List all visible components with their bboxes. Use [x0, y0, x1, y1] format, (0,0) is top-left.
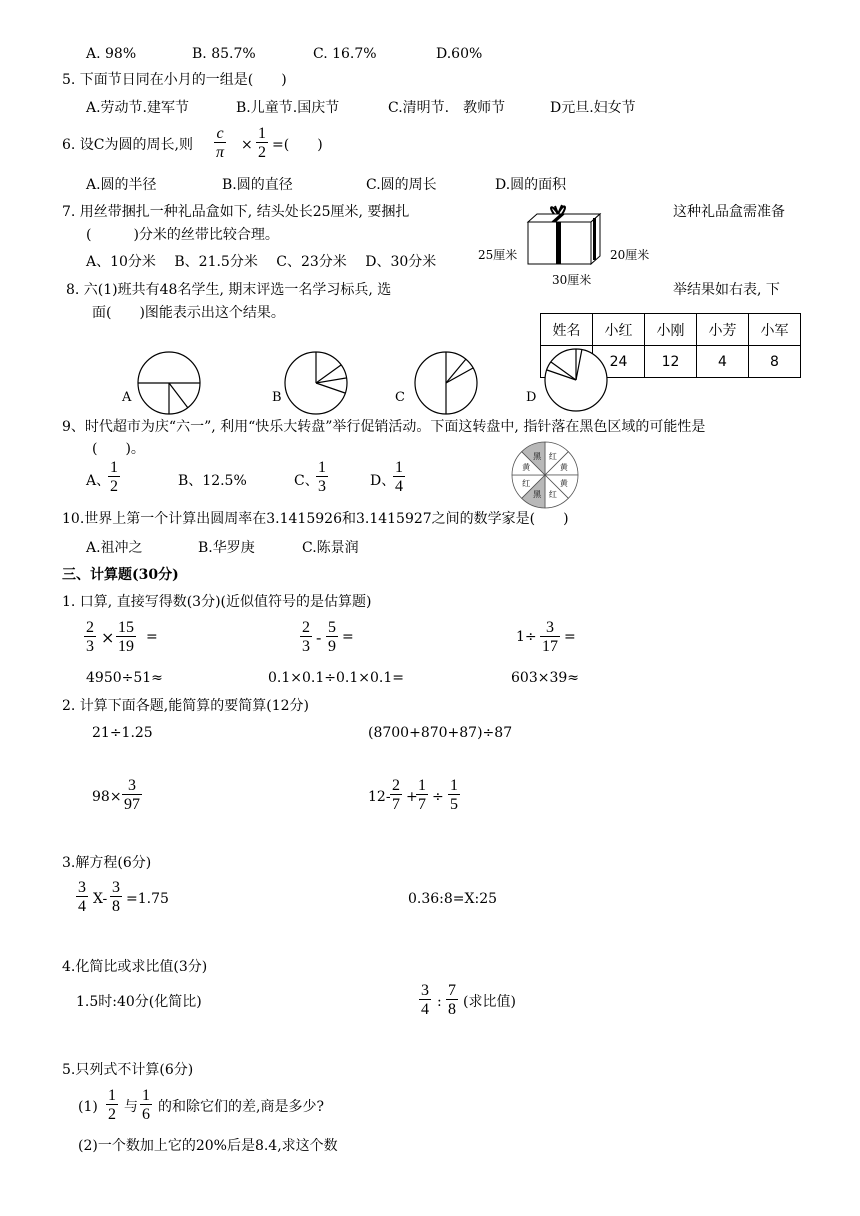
- pie-label-c: C: [395, 390, 405, 405]
- wheel-sector-label: 红: [548, 489, 557, 499]
- table-cell: 12: [645, 346, 697, 378]
- q4-option-a: A. 98%: [86, 46, 137, 62]
- q6-stem-post: =( ): [272, 137, 323, 153]
- table-header-cell: 小军: [749, 314, 801, 346]
- calc1-e1-op: ×: [101, 628, 115, 647]
- calc2-p4-frac3: $\frac{1}{5}$: [450, 777, 458, 813]
- q4-option-b: B. 85.7%: [192, 46, 256, 62]
- calc1-e6: 603×39≈: [511, 670, 579, 686]
- wheel-sector-label: 黄: [559, 463, 568, 473]
- calc5-title: 5.只列式不计算(6分): [62, 1062, 194, 1078]
- table-header-cell: 姓名: [541, 314, 593, 346]
- q8-line1-right: 举结果如右表, 下: [673, 282, 780, 298]
- calc1-e1-frac1: $\frac{2}{3}$: [86, 619, 94, 655]
- calc3-e1-frac1: $\frac{3}{4}$: [78, 879, 86, 915]
- calc4-e1: 1.5时:40分(化简比): [76, 994, 202, 1010]
- calc1-e4: 4950÷51≈: [86, 670, 163, 686]
- calc5-p1-frac2: $\frac{1}{6}$: [142, 1087, 150, 1123]
- q4-option-c: C. 16.7%: [313, 46, 377, 62]
- q5-option-a: A.劳动节.建军节: [86, 100, 190, 116]
- calc1-e5: 0.1×0.1÷0.1×0.1=: [268, 670, 404, 686]
- pie-label-a: A: [122, 390, 132, 405]
- q10-stem: 10.世界上第一个计算出圆周率在3.1415926和3.1415927之间的数学家是( ): [62, 511, 569, 527]
- calc5-p1-prefix: (1): [78, 1099, 98, 1115]
- calc3-e2: 0.36:8=X:25: [408, 891, 498, 907]
- calc1-e2-frac1: $\frac{2}{3}$: [302, 619, 310, 655]
- calc1-e3-frac: $\frac{3}{17}$: [542, 619, 558, 655]
- table-header-cell: 小刚: [645, 314, 697, 346]
- q6-fraction-half: $\frac{1}{2}$: [258, 125, 266, 161]
- calc3-e1-post: =1.75: [126, 891, 169, 907]
- q9-option-c-fraction: $\frac{1}{3}$: [318, 459, 326, 495]
- q8-line1: 8. 六(1)班共有48名学生, 期末评选一名学习标兵, 选: [66, 282, 392, 298]
- calc2-p3-frac: $\frac{3}{97}$: [124, 777, 140, 813]
- q7-line1: 7. 用丝带捆扎一种礼品盒如下, 结头处长25厘米, 要捆扎: [62, 204, 410, 220]
- q5-option-c: C.清明节. 教师节: [388, 100, 506, 116]
- calc4-e2-frac1: $\frac{3}{4}$: [421, 982, 429, 1018]
- calc5-p1-mid: 与: [124, 1099, 138, 1115]
- q5-stem: 5. 下面节日同在小月的一组是( ): [62, 72, 287, 88]
- q9-option-d-fraction: $\frac{1}{4}$: [395, 459, 403, 495]
- calc3-e1-mid: X-: [93, 891, 108, 907]
- calc1-e2-frac2: $\frac{5}{9}$: [328, 619, 336, 655]
- q6-times: ×: [241, 137, 253, 153]
- wheel-sector-label: 黄: [559, 478, 568, 488]
- calc1-title: 1. 口算, 直接写得数(3分)(近似值符号的是估算题): [62, 594, 372, 610]
- calc1-e3-eq: =: [564, 629, 576, 645]
- q9-line2: ( )。: [92, 441, 145, 457]
- q9-option-a-prefix: A、: [86, 473, 111, 489]
- q8-line2: 面( )图能表示出这个结果。: [92, 305, 285, 321]
- calc2-title: 2. 计算下面各题,能简算的要简算(12分): [62, 698, 309, 714]
- gift-box-width-label: 30厘米: [552, 273, 592, 287]
- q6-option-c: C.圆的周长: [366, 177, 437, 193]
- calc1-e2-eq: =: [342, 629, 354, 645]
- q9-option-c-prefix: C、: [294, 473, 319, 489]
- gift-box-figure: [476, 202, 666, 288]
- q7-options: A、10分米 B、21.5分米 C、23分米 D、30分米: [86, 254, 437, 270]
- calc2-p1: 21÷1.25: [92, 725, 153, 741]
- calc3-title: 3.解方程(6分): [62, 855, 152, 871]
- pie-choice-b: [270, 350, 370, 416]
- q6-option-d: D.圆的面积: [495, 177, 567, 193]
- table-row: [541, 314, 801, 346]
- calc3-e1-frac2: $\frac{3}{8}$: [112, 879, 120, 915]
- pie-choice-a: [120, 350, 220, 416]
- table-header-cell: 小红: [593, 314, 645, 346]
- q9-option-d-prefix: D、: [370, 473, 396, 489]
- calc1-e3-prefix: 1÷: [516, 629, 537, 645]
- calc2-p4-frac2: $\frac{1}{7}$: [418, 777, 426, 813]
- calc2-p4-op2: ÷: [432, 789, 444, 805]
- q9-option-a-fraction: $\frac{1}{2}$: [110, 459, 118, 495]
- calc4-e2-op: :: [437, 994, 442, 1010]
- calc5-p1-frac1: $\frac{1}{2}$: [108, 1087, 116, 1123]
- gift-box-height-label: 20厘米: [610, 248, 650, 262]
- calc1-e1-eq: =: [146, 629, 158, 645]
- table-header-cell: 小芳: [697, 314, 749, 346]
- q7-line2: ( )分米的丝带比较合理。: [86, 227, 279, 243]
- calc5-p2: (2)一个数加上它的20%后是8.4,求这个数: [78, 1138, 338, 1154]
- calc2-p3-prefix: 98×: [92, 789, 122, 805]
- q9-option-b: B、12.5%: [178, 473, 247, 489]
- pie-label-d: D: [526, 390, 537, 405]
- pie-choice-c: [393, 350, 493, 416]
- wheel-sector-label: 黑: [533, 452, 542, 462]
- wheel-sector-label: 红: [522, 478, 531, 488]
- q5-option-b: B.儿童节.国庆节: [236, 100, 340, 116]
- q5-option-d: D元旦.妇女节: [550, 100, 636, 116]
- calc4-e2-post: (求比值): [463, 994, 516, 1010]
- table-cell: 4: [697, 346, 749, 378]
- calc1-e1-frac2: $\frac{15}{19}$: [118, 619, 134, 655]
- calc4-e2-frac2: $\frac{7}{8}$: [448, 982, 456, 1018]
- q10-option-b: B.华罗庚: [198, 540, 255, 556]
- calc1-e2-op: -: [316, 628, 322, 647]
- q6-fraction-c-pi: $\frac{c}{\pi}$: [216, 125, 225, 161]
- spinner-wheel: [510, 440, 580, 510]
- pie-choice-d: [520, 345, 620, 415]
- q10-option-a: A.祖冲之: [86, 540, 143, 556]
- q10-option-c: C.陈景润: [302, 540, 359, 556]
- q6-option-b: B.圆的直径: [222, 177, 293, 193]
- q9-line1: 9、时代超市为庆“六一”, 利用“快乐大转盘”举行促销活动。下面这转盘中, 指针落在黑色区域的可能性是: [62, 419, 706, 435]
- gift-box-depth-label: 25厘米: [478, 248, 518, 262]
- wheel-sector-label: 黄: [522, 463, 531, 473]
- calc2-p4-frac1: $\frac{2}{7}$: [392, 777, 400, 813]
- calc4-title: 4.化简比或求比值(3分): [62, 959, 208, 975]
- calc5-p1-post: 的和除它们的差,商是多少?: [158, 1099, 324, 1115]
- section-3-title: 三、计算题(30分): [62, 567, 179, 583]
- table-cell: 24: [593, 346, 645, 378]
- calc2-p4-op1: +: [406, 789, 418, 805]
- calc2-p4-prefix: 12-: [368, 789, 391, 805]
- wheel-sector-label: 黑: [533, 489, 542, 499]
- q4-option-d: D.60%: [436, 46, 483, 62]
- pie-label-b: B: [272, 390, 282, 405]
- wheel-sector-label: 红: [548, 452, 557, 462]
- table-cell: 8: [749, 346, 801, 378]
- q6-stem-pre: 6. 设C为圆的周长,则: [62, 137, 193, 153]
- calc2-p2: (8700+870+87)÷87: [368, 725, 513, 741]
- q6-option-a: A.圆的半径: [86, 177, 157, 193]
- q7-line1-right: 这种礼品盒需准备: [673, 204, 785, 220]
